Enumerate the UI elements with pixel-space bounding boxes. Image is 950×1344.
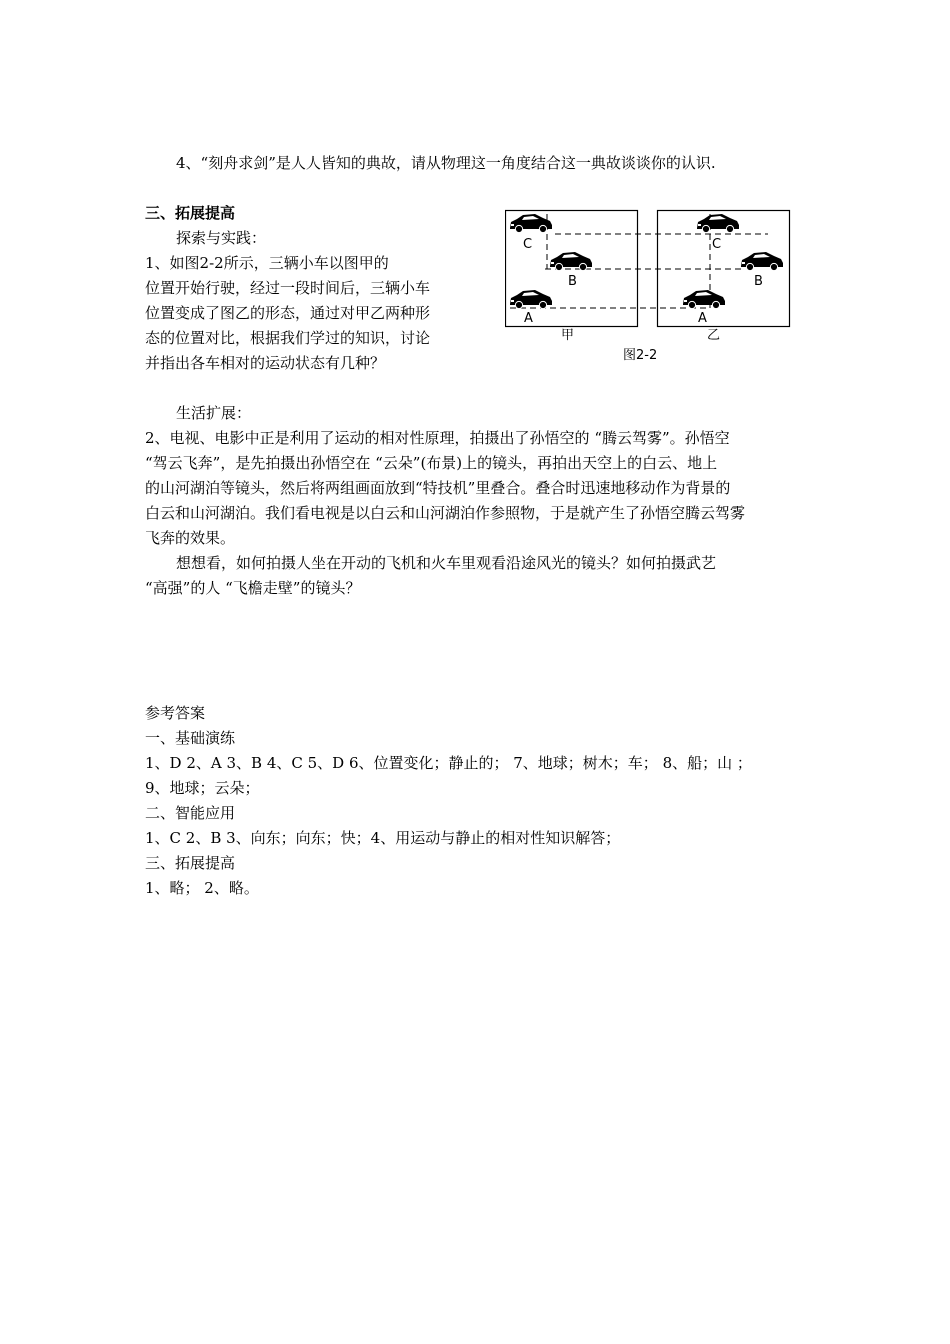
q1-line: 态的位置对比，根据我们学过的知识，讨论 [145, 329, 431, 347]
car-b-left [550, 252, 592, 271]
answer-line: 9、地球；云朵； [145, 779, 260, 797]
think-line: 想想看，如何拍摄人坐在开动的飞机和火车里观看沿途风光的镜头？如何拍摄武艺 [176, 554, 717, 572]
panel-label-yi: 乙 [707, 328, 721, 343]
car-label-c: C [712, 237, 722, 252]
q1-line: 位置开始行驶，经过一段时间后，三辆小车 [145, 279, 431, 297]
q2-line: 飞奔的效果。 [145, 529, 236, 547]
answer-line: 1、C 2、B 3、向东；向东；快；4、用运动与静止的相对性知识解答； [145, 829, 621, 847]
q1-line: 并指出各车相对的运动状态有几种？ [145, 354, 386, 372]
answer-line: 一、基础演练 [145, 729, 236, 747]
panel-label-jia: 甲 [561, 328, 575, 343]
q2-line: 白云和山河湖泊。我们看电视是以白云和山河湖泊作参照物，于是就产生了孙悟空腾云驾雾 [145, 504, 746, 522]
answer-line: 1、D 2、A 3、B 4、C 5、D 6、位置变化；静止的； 7、地球；树木；车； 8、船；山 ； [145, 754, 752, 772]
question-4: 4、“刻舟求剑”是人人皆知的典故，请从物理这一角度结合这一典故谈谈你的认识. [176, 154, 716, 172]
life-label: 生活扩展： [176, 404, 252, 422]
answer-line: 1、略； 2、略。 [145, 879, 259, 897]
q1-line: 位置变成了图乙的形态，通过对甲乙两种形 [145, 304, 431, 322]
car-a-right [683, 290, 725, 309]
q2-line: 的山河湖泊等镜头，然后将两组画面放到“特技机”里叠合。叠合时迅速地移动作为背景的 [145, 479, 731, 497]
car-c-right [697, 214, 739, 233]
car-label-a: A [524, 311, 533, 326]
explore-label: 探索与实践： [176, 229, 267, 247]
car-c-left [510, 214, 552, 233]
figure-2-2 [505, 206, 795, 376]
answer-line: 二、智能应用 [145, 804, 236, 822]
car-label-b: B [754, 274, 763, 289]
section-heading: 三、拓展提高 [145, 204, 236, 222]
think-line: “高强”的人 “飞檐走壁”的镜头？ [145, 579, 361, 597]
answers-title: 参考答案 [145, 704, 206, 722]
q2-line: 2、电视、电影中正是利用了运动的相对性原理，拍摄出了孙悟空的 “腾云驾雾”。孙悟空 [145, 429, 730, 447]
car-a-left [510, 290, 552, 309]
car-b-right [741, 252, 783, 271]
car-label-a: A [698, 311, 707, 326]
car-label-c: C [523, 237, 533, 252]
figure-caption: 图2-2 [623, 348, 658, 363]
q2-line: “驾云飞奔”，是先拍摄出孙悟空在 “云朵”(布景)上的镜头，再拍出天空上的白云、地上 [145, 454, 718, 472]
q1-line: 1、如图2-2所示，三辆小车以图甲的 [145, 254, 389, 272]
answer-line: 三、拓展提高 [145, 854, 236, 872]
car-label-b: B [568, 274, 577, 289]
